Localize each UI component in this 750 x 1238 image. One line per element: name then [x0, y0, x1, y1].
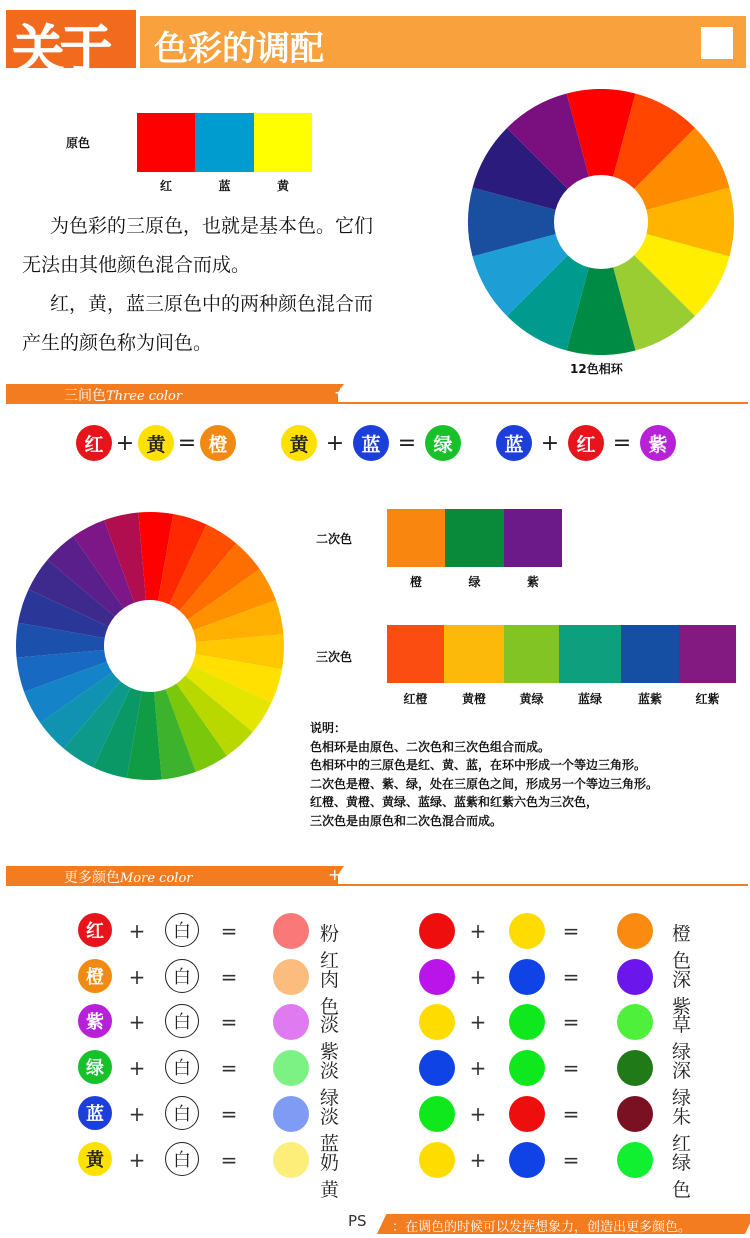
- header-badge: [6, 10, 136, 81]
- note-line: 二次色是橙、紫、绿，处在三原色之间，形成另一个等边三角形。: [310, 776, 659, 791]
- swatch-blue-purple: [621, 625, 679, 683]
- equals-sign: =: [397, 430, 417, 456]
- color-wheel-24: [14, 510, 286, 782]
- mix-color-a: [419, 1050, 455, 1086]
- section-bar-three-color: [6, 384, 338, 404]
- section-bar-more-color: [6, 866, 338, 886]
- mix-color-b: [509, 1050, 545, 1086]
- footer-tip: ：在调色的时候可以发挥想象力，创造出更多颜色。: [392, 1220, 692, 1235]
- mix-result-dot: [273, 1004, 309, 1040]
- equals-sign: =: [562, 1010, 580, 1034]
- mix-result-label: 淡蓝: [320, 1106, 340, 1155]
- mix-color-b: [509, 1142, 545, 1178]
- swatch-label-purple: 紫: [526, 575, 539, 589]
- equals-sign: =: [612, 430, 632, 456]
- equals-sign: =: [220, 1056, 238, 1080]
- wheel-caption: 12色相环: [570, 362, 623, 376]
- swatch-label-green: 绿: [468, 575, 481, 589]
- note-line: 色相环是由原色、二次色和三次色组合而成。: [310, 739, 551, 754]
- mix-result-dot: [273, 913, 309, 949]
- token-purple: 紫: [640, 425, 676, 461]
- section-line: [330, 402, 748, 404]
- swatch-label-blue-green: 蓝绿: [577, 692, 602, 706]
- equals-sign: =: [562, 919, 580, 943]
- plus-sign: +: [469, 1102, 487, 1126]
- token-yellow: 黄: [281, 425, 317, 461]
- color-wheel-12: [466, 89, 736, 355]
- mix-base-token: 红: [78, 913, 112, 947]
- plus-sign: +: [469, 1148, 487, 1172]
- mix-base-token: 紫: [78, 1004, 112, 1038]
- para1-line2: 无法由其他颜色混合而成。: [22, 254, 251, 276]
- mix-result-dot: [617, 913, 653, 949]
- mix-base-token: 橙: [78, 959, 112, 993]
- primary-swatch-labels: [137, 177, 312, 194]
- mix-result-dot: [273, 1142, 309, 1178]
- token-green: 绿: [425, 425, 461, 461]
- equals-sign: =: [562, 1056, 580, 1080]
- mix-result-dot: [617, 1096, 653, 1132]
- equals-sign: =: [177, 430, 197, 456]
- primary-description: [22, 207, 462, 363]
- mix-result-dot: [273, 1096, 309, 1132]
- plus-sign: +: [128, 1056, 146, 1080]
- mix-result-dot: [617, 1050, 653, 1086]
- token-red: 红: [76, 425, 112, 461]
- token-red: 红: [568, 425, 604, 461]
- plus-sign: +: [469, 919, 487, 943]
- swatch-red-orange: [387, 625, 444, 683]
- plus-sign: +: [128, 1102, 146, 1126]
- tertiary-swatch-labels: [387, 690, 736, 707]
- section-title-three-color: [64, 385, 182, 405]
- mix-base-token: 绿: [78, 1050, 112, 1084]
- mix-result-label: 橙色: [672, 923, 692, 972]
- plus-sign: +: [469, 1010, 487, 1034]
- para2-line1: 红，黄，蓝三原色中的两种颜色混合而: [50, 293, 374, 315]
- mix-color-a: [419, 1096, 455, 1132]
- equals-sign: =: [220, 1010, 238, 1034]
- equals-sign: =: [220, 1102, 238, 1126]
- swatch-yellow: [254, 113, 312, 172]
- mix-result-label: 奶黄: [320, 1152, 340, 1201]
- mix-color-b: [509, 1004, 545, 1040]
- section-title-cn: 三间色: [64, 388, 106, 404]
- header-title: 色彩的调配: [154, 29, 324, 69]
- swatch-label-blue: 蓝: [218, 179, 231, 193]
- swatch-label-red: 红: [159, 179, 172, 193]
- token-blue: 蓝: [353, 425, 389, 461]
- mix-result-label: 深绿: [672, 1060, 692, 1109]
- swatch-orange: [387, 509, 445, 567]
- plus-sign: +: [128, 919, 146, 943]
- section-plus-icon: +: [328, 865, 342, 884]
- mix-result-dot: [273, 959, 309, 995]
- plus-sign: +: [325, 430, 345, 456]
- plus-sign: +: [540, 430, 560, 456]
- note-line: 色相环中的三原色是红、黄、蓝，在环中形成一个等边三角形。: [310, 758, 647, 772]
- plus-sign: +: [469, 965, 487, 989]
- plus-sign: +: [128, 1148, 146, 1172]
- mix-result-dot: [617, 959, 653, 995]
- white-token: 白: [165, 913, 199, 947]
- swatch-red-purple: [679, 625, 736, 683]
- equals-sign: =: [220, 919, 238, 943]
- mix-color-a: [419, 1142, 455, 1178]
- token-yellow: 黄: [138, 425, 174, 461]
- tertiary-label: 三次色: [316, 650, 353, 664]
- plus-sign: +: [128, 965, 146, 989]
- notes-block: [310, 719, 746, 830]
- equals-sign: =: [220, 965, 238, 989]
- primary-label: 原色: [66, 136, 91, 150]
- equals-sign: =: [562, 965, 580, 989]
- equals-sign: =: [562, 1102, 580, 1126]
- note-line: 三次色是由原色和二次色混合而成。: [310, 813, 503, 828]
- header-title-big: 关于: [12, 20, 109, 81]
- mix-result-dot: [617, 1004, 653, 1040]
- swatch-purple: [504, 509, 562, 567]
- para1-line1: 为色彩的三原色，也就是基本色。它们: [50, 215, 374, 237]
- section-plus-icon: +: [334, 383, 348, 402]
- mix-result-label: 朱红: [672, 1106, 692, 1155]
- tertiary-swatch-bar: [387, 625, 736, 683]
- equals-sign: =: [562, 1148, 580, 1172]
- swatch-yellow-green: [504, 625, 559, 683]
- token-blue: 蓝: [496, 425, 532, 461]
- swatch-yellow-orange: [444, 625, 504, 683]
- swatch-blue: [195, 113, 254, 172]
- section-title-en: More color: [120, 871, 193, 886]
- white-token: 白: [165, 1142, 199, 1176]
- footer-ps: PS: [348, 1212, 367, 1230]
- equation-red-yellow: [76, 425, 236, 461]
- white-token: 白: [165, 1004, 199, 1038]
- note-line: 红橙、黄橙、黄绿、蓝绿、蓝紫和红紫六色为三次色，: [310, 795, 599, 809]
- mix-color-b: [509, 959, 545, 995]
- header-square: [701, 27, 733, 59]
- mix-result-label: 肉色: [320, 969, 340, 1018]
- secondary-swatch-labels: [387, 573, 562, 590]
- swatch-green: [445, 509, 504, 567]
- equation-blue-red: [496, 425, 676, 461]
- equals-sign: =: [220, 1148, 238, 1172]
- mix-result-label: 粉红: [320, 923, 340, 972]
- section-title-cn: 更多颜色: [64, 870, 120, 886]
- mix-result-dot: [273, 1050, 309, 1086]
- white-token: 白: [165, 1096, 199, 1130]
- mix-color-b: [509, 913, 545, 949]
- header-bar: [140, 16, 746, 68]
- swatch-label-yellow-orange: 黄橙: [461, 692, 486, 706]
- swatch-label-red-orange: 红橙: [403, 692, 428, 706]
- plus-sign: +: [469, 1056, 487, 1080]
- mix-result-label: 淡紫: [320, 1014, 340, 1063]
- swatch-label-blue-purple: 蓝紫: [637, 692, 662, 706]
- section-title-en: Three color: [106, 389, 183, 404]
- mix-color-a: [419, 1004, 455, 1040]
- para2-line2: 产生的颜色称为间色。: [22, 332, 213, 354]
- primary-swatch-bar: [137, 113, 312, 172]
- plus-sign: +: [128, 1010, 146, 1034]
- equation-yellow-blue: [281, 425, 461, 461]
- swatch-blue-green: [559, 625, 621, 683]
- white-token: 白: [165, 959, 199, 993]
- swatch-label-orange: 橙: [409, 575, 422, 589]
- mix-base-token: 蓝: [78, 1096, 112, 1130]
- mix-result-label: 深紫: [672, 969, 692, 1018]
- mix-color-a: [419, 959, 455, 995]
- mix-result-label: 草绿: [672, 1014, 692, 1063]
- secondary-label: 二次色: [316, 532, 353, 546]
- token-orange: 橙: [200, 425, 236, 461]
- mix-result-label: 淡绿: [320, 1060, 340, 1109]
- white-token: 白: [165, 1050, 199, 1084]
- secondary-swatch-bar: [387, 509, 562, 567]
- swatch-red: [137, 113, 195, 172]
- mix-color-a: [419, 913, 455, 949]
- swatch-label-yellow-green: 黄绿: [519, 692, 544, 706]
- mix-color-b: [509, 1096, 545, 1132]
- mix-result-dot: [617, 1142, 653, 1178]
- plus-sign: +: [115, 430, 135, 456]
- swatch-label-red-purple: 红紫: [695, 692, 720, 706]
- note-line: 说明：: [310, 721, 347, 735]
- swatch-label-yellow: 黄: [276, 179, 289, 193]
- section-line: [330, 884, 748, 886]
- mix-base-token: 黄: [78, 1142, 112, 1176]
- mix-result-label: 绿色: [672, 1152, 692, 1201]
- section-title-more-color: [64, 867, 192, 887]
